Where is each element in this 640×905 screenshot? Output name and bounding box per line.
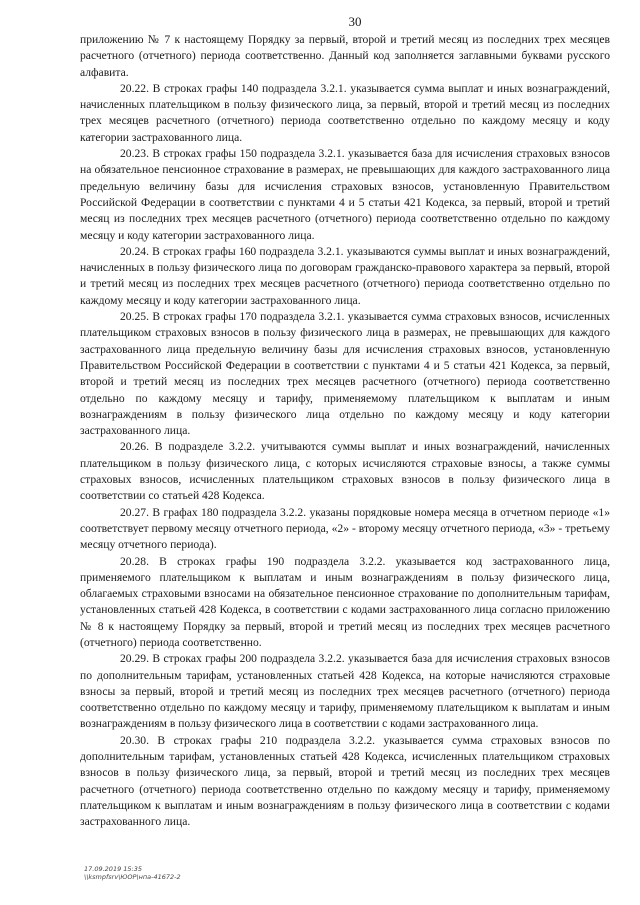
page-number: 30 bbox=[348, 14, 362, 29]
footer-document-path: \\ksmpfsrv\ЮОР\нпа-41672-2 bbox=[84, 873, 181, 881]
paragraph-20-22: 20.22. В строках графы 140 подраздела 3.2.1. указывается сумма выплат и иных вознаграждений, начисленных плательщиком в пользу физического лица, за первый, второй и третий месяц из последних трех месяцев расчетного (отчетного) периода соответственно отдельно по каждому месяцу и коду категории застрахованного лица. bbox=[80, 81, 610, 144]
paragraph-20-28: 20.28. В строках графы 190 подраздела 3.2.2. указывается код застрахованного лица, применяемого плательщиком к выплатам и иным вознаграждениям в пользу физического лица, облагаемых страховыми взносами на обязательное пенсионное страхование по дополнительным тарифам, установленных статьей 428 Кодекса, в соответствии с кодами застрахованного лица согласно приложению № 8 к настоящему Порядку за первый, второй и третий месяц из последних трех месяцев расчетного (отчетного) периода соответственно. bbox=[80, 554, 610, 649]
paragraph-20-25: 20.25. В строках графы 170 подраздела 3.2.1. указывается сумма страховых взносов, исчисленных плательщиком страховых взносов в пользу физического лица в размерах, не превышающих для каждого застрахованного лица предельную величину базы для исчисления страховых взносов, установленную Правительством Российской Федерации в соответствии с пунктами 4 и 5 статьи 421 Кодекса, за первый, второй и третий месяц из последних трех месяцев расчетного (отчетного) периода соответственно отдельно по каждому месяцу и тарифу, применяемому плательщиком к выплатам и иным вознаграждениям в пользу физического лица отдельно по каждому месяцу и коду категории застрахованного лица. bbox=[80, 310, 610, 438]
document-body bbox=[80, 32, 610, 831]
paragraph-20-24: 20.24. В строках графы 160 подраздела 3.2.1. указываются суммы выплат и иных вознаграждений, начисленных в пользу физического лица по договорам гражданско-правового характера за первый, второй и третий месяц из последних трех месяцев расчетного (отчетного) периода соответственно отдельно по каждому месяцу и коду категории застрахованного лица. bbox=[80, 244, 610, 307]
footer-timestamp: 17.09.2019 15:35 bbox=[84, 865, 143, 873]
paragraph-20-26: 20.26. В подразделе 3.2.2. учитываются суммы выплат и иных вознаграждений, начисленных плательщиком в пользу физического лица, с которых исчисляются страховые взносы, а также суммы страховых взносов, исчисленных плательщиком страховых взносов в пользу физического лица в соответствии со статьей 428 Кодекса. bbox=[80, 440, 610, 503]
paragraph-20-23: 20.23. В строках графы 150 подраздела 3.2.1. указывается база для исчисления страховых взносов на обязательное пенсионное страхование в размерах, не превышающих для каждого застрахованного лица предельную величину базы для исчисления страховых взносов, установленную Правительством Российской Федерации в соответствии с пунктами 4 и 5 статьи 421 Кодекса, за первый, второй и третий месяц из последних трех месяцев расчетного (отчетного) периода соответственно отдельно по каждому месяцу и коду категории застрахованного лица. bbox=[80, 147, 610, 242]
paragraph-20-27: 20.27. В графах 180 подраздела 3.2.2. указаны порядковые номера месяца в отчетном периоде «1» соответствует первому месяцу отчетного периода, «2» - второму месяцу отчетного периода, «3» - третьему месяцу отчетного периода). bbox=[80, 505, 610, 552]
paragraph-20-30: 20.30. В строках графы 210 подраздела 3.2.2. указывается сумма страховых взносов по дополнительным тарифам, установленных статьей 428 Кодекса, исчисленных плательщиком страховых взносов в пользу физического лица, за первый, второй и третий месяц из последних трех месяцев расчетного (отчетного) периода соответственно отдельно по каждому месяцу и тарифу, применяемому плательщиком к выплатам и иным вознаграждениям в пользу физического лица в соответствии с кодами застрахованного лица. bbox=[80, 733, 610, 829]
paragraph-20-29: 20.29. В строках графы 200 подраздела 3.2.2. указывается база для исчисления страховых взносов по дополнительным тарифам, установленных статьей 428 Кодекса, на которые начисляются страховые взносы за первый, второй и третий месяц из последних трех месяцев расчетного (отчетного) периода соответственно отдельно по каждому месяцу и тарифу, применяемому плательщиком к выплатам и иным вознаграждениям в пользу физического лица в соответствии с кодами застрахованного лица. bbox=[80, 652, 610, 731]
document-footer bbox=[84, 865, 181, 881]
paragraph-continuation: приложению № 7 к настоящему Порядку за первый, второй и третий месяц из последних трех месяцев расчетного (отчетного) периода соответственно. Данный код заполняется заглавными буквами русского алфавита. bbox=[80, 33, 610, 79]
